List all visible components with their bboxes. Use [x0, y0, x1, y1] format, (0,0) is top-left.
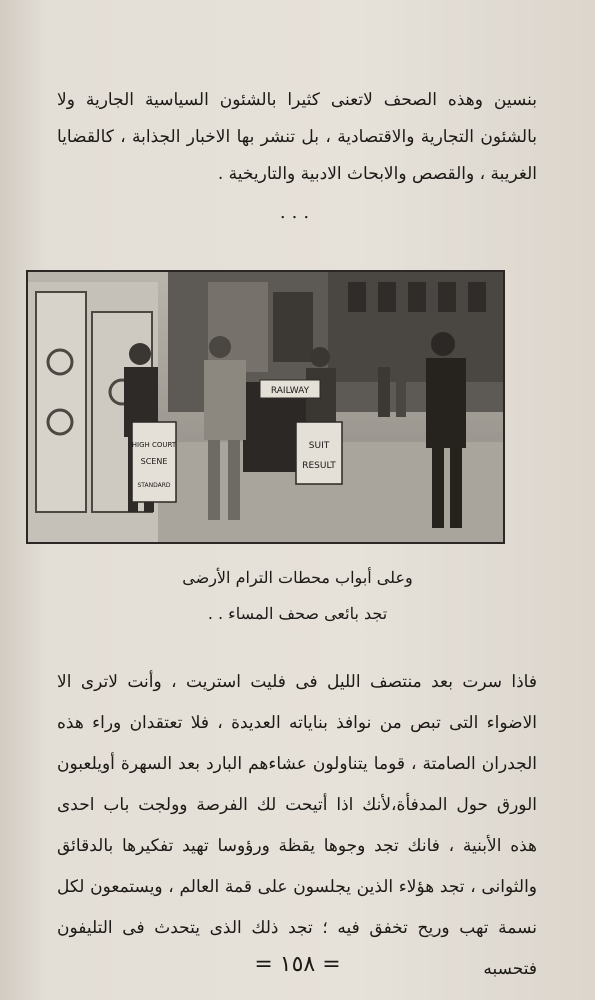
street-photograph: [26, 270, 505, 544]
bottom-paragraph: فاذا سرت بعد منتصف الليل فى فليت استريت ، وأنت لاترى الا الاضواء التى تبص من نوافذ بناياته العديدة ، فلا تعتقدان وراء هذه الجدران الصامتة ، قوما يتناولون عشاءهم البارد بعد السهرة أويلعبون الورق حول المدفأة،لأنك اذا أتيحت لك الفرصة وولجت باب احدى هذه الأبنية ، فانك تجد وجوها يقظة ورؤوسا تهيد تفكيرها بالدقائق والثوانى ، تجد هؤلاء الذين يجلسون على قمة العالم ، ويستمعون لكل نسمة تهب وريح تخفق فيه ؛ تجد ذلك الذى يتحدث فى التليفون فتحسبه: [57, 672, 537, 979]
placard-right-line2: RESULT: [302, 461, 336, 471]
section-separator: ...: [279, 202, 316, 223]
photo-illustration: [28, 272, 503, 542]
placard-left-line2: SCENE: [140, 457, 168, 466]
top-paragraph: بنسين وهذه الصحف لاتعنى كثيرا بالشئون السياسية الجارية ولا بالشئون التجارية والاقتصادية ، بل تنشر بها الاخبار الجذابة ، كالقضايا الغريبة ، والقصص والابحاث الادبية والتاريخية .: [57, 90, 537, 184]
placard-right-line1: SUIT: [308, 441, 330, 451]
photo-caption-line1: وعلى أبواب محطات الترام الأرضى: [182, 568, 413, 587]
railway-sign-text: RAILWAY: [270, 386, 310, 396]
photo-caption-line2: تجد بائعى صحف المساء . .: [207, 604, 388, 623]
page-number: = ١٥٨ =: [254, 952, 341, 977]
placard-left-line1: HIGH COURT: [131, 441, 177, 449]
placard-left-line3: STANDARD: [137, 482, 171, 489]
newspaper-placard-right: [296, 422, 342, 484]
